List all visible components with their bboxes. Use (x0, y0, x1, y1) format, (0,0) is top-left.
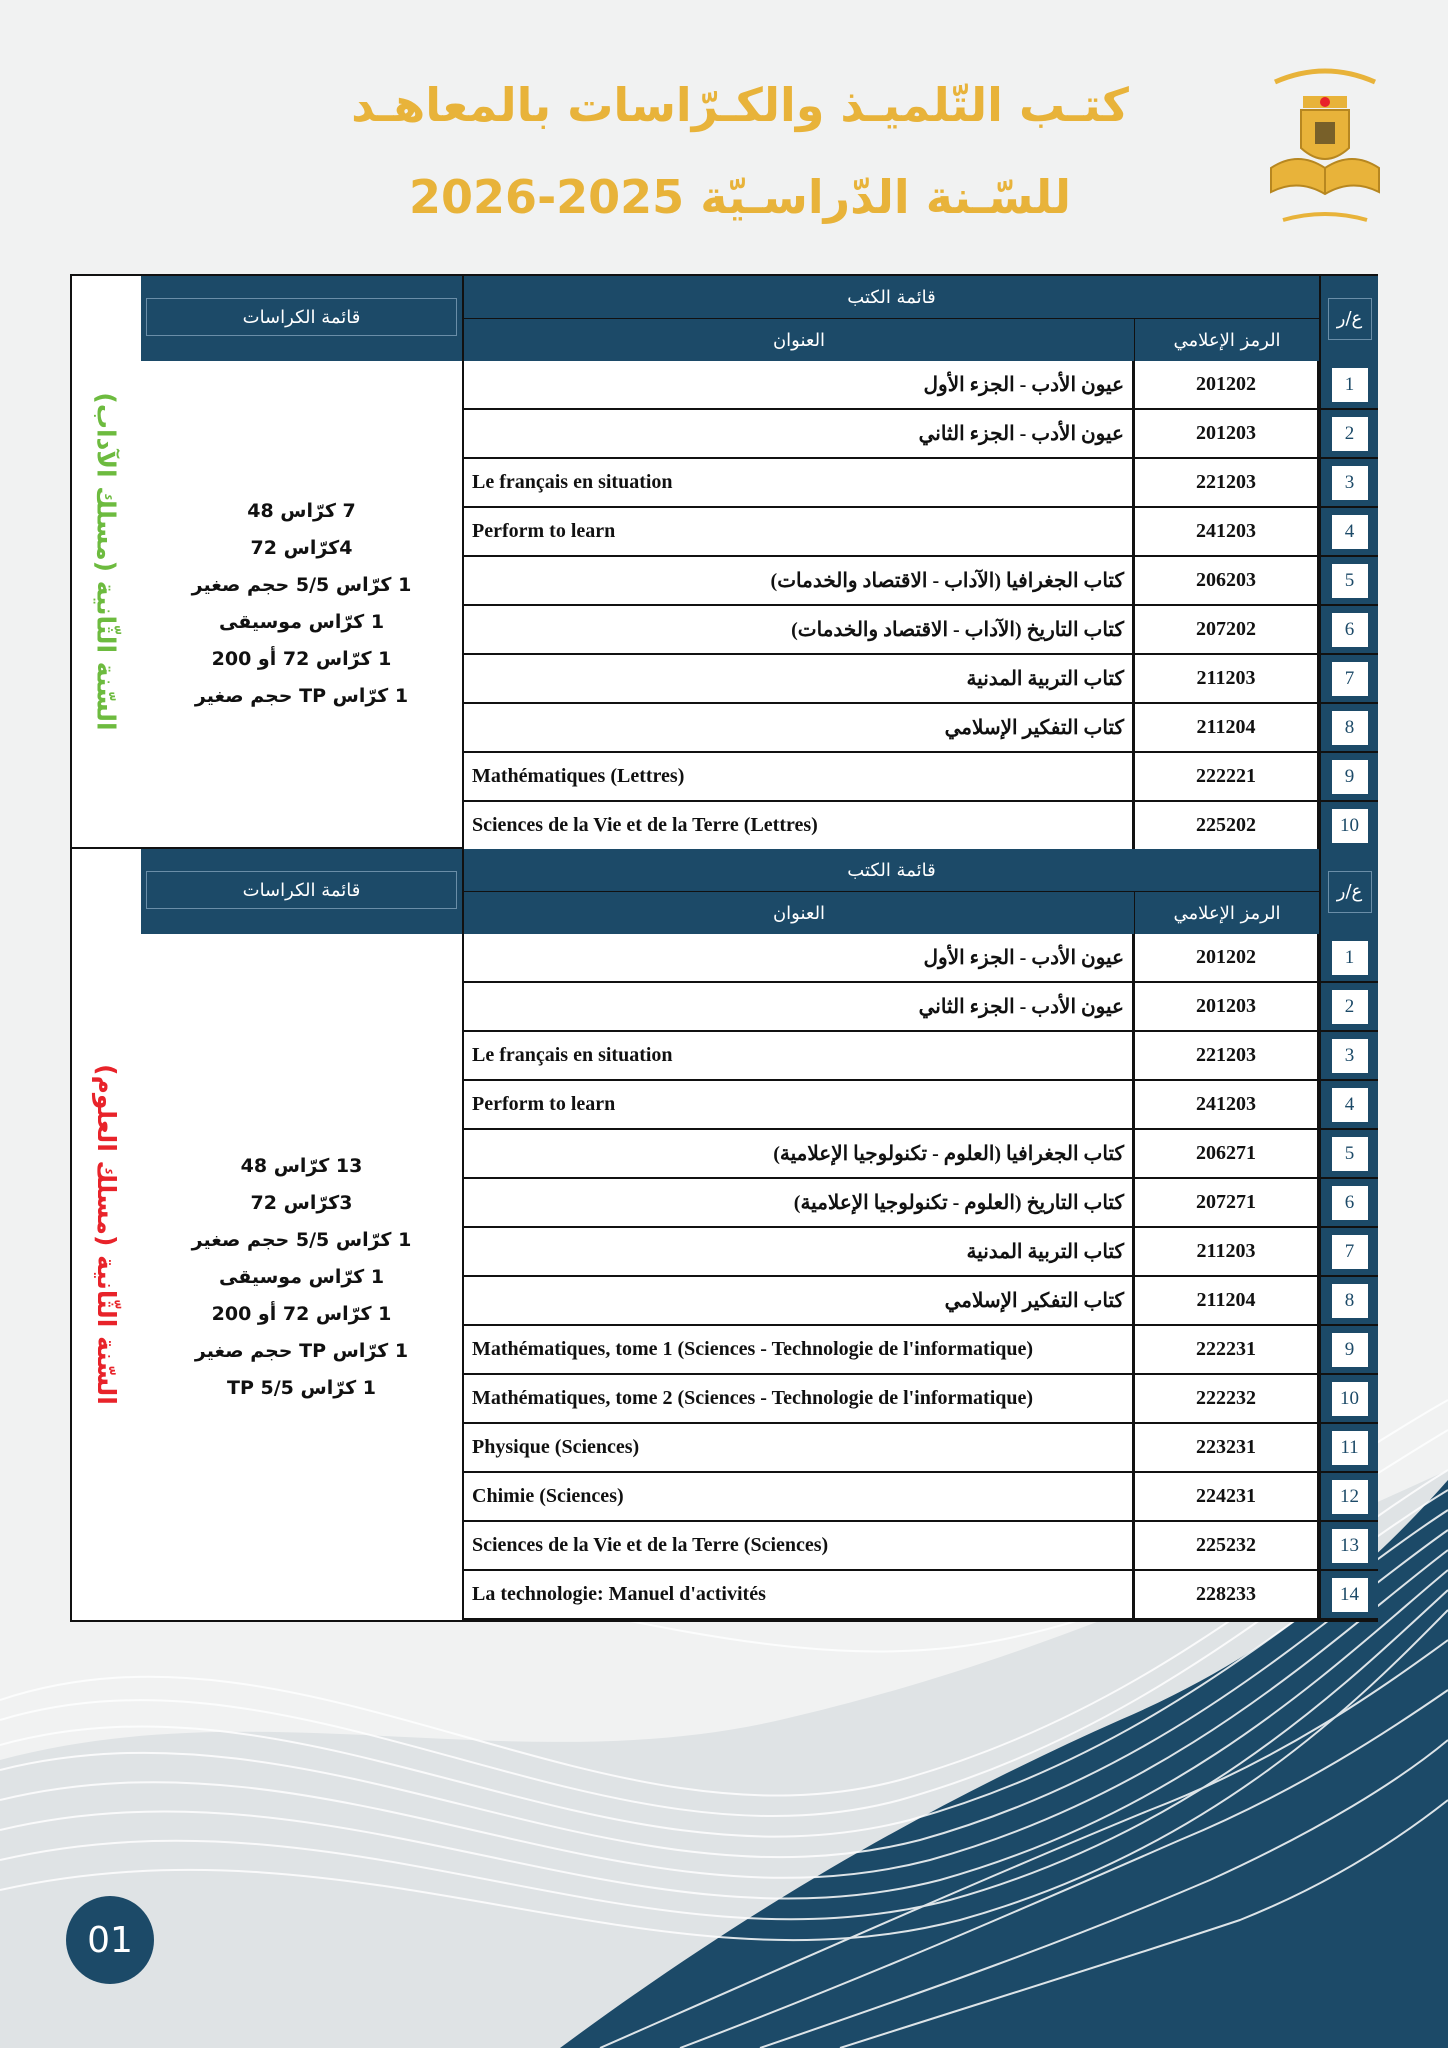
books-table-arts (141, 276, 1376, 847)
row-number: 9 (1332, 1333, 1368, 1367)
row-number: 11 (1332, 1431, 1368, 1465)
book-title-cell: عيون الأدب - الجزء الثاني (462, 983, 1134, 1032)
row-number: 3 (1332, 1039, 1368, 1073)
index-column-header: ع/ر (1319, 276, 1378, 361)
book-code-cell: 206271 (1134, 1130, 1319, 1179)
book-title-cell: Chimie (Sciences) (462, 1473, 1134, 1522)
row-number: 4 (1332, 515, 1368, 549)
row-number: 13 (1332, 1529, 1368, 1563)
book-title-cell: كتاب التربية المدنية (462, 1228, 1134, 1277)
book-code-cell: 201202 (1134, 934, 1319, 983)
book-title-cell: كتاب الجغرافيا (العلوم - تكنولوجيا الإعلامية) (462, 1130, 1134, 1179)
section-arts (70, 274, 1378, 849)
book-code-cell: 225232 (1134, 1522, 1319, 1571)
books-list-header: قائمة الكتب (462, 849, 1319, 891)
row-number: 14 (1332, 1578, 1368, 1612)
notebook-item: 1 كرّاس 5/5 حجم صغير (191, 1228, 412, 1251)
row-number: 6 (1332, 1186, 1368, 1220)
row-number: 8 (1332, 1284, 1368, 1318)
row-number-cell (1319, 1032, 1378, 1081)
code-column-header: الرمز الإعلامي (1134, 891, 1319, 934)
notebook-item: 1 كرّاس 72 أو 200 (211, 648, 392, 670)
book-code-cell: 201202 (1134, 361, 1319, 410)
book-title-cell: كتاب التربية المدنية (462, 655, 1134, 704)
book-code-cell: 241203 (1134, 508, 1319, 557)
notebook-item: 1 كرّاس 72 أو 200 (211, 1302, 392, 1325)
row-number: 3 (1332, 466, 1368, 500)
book-code-cell: 211203 (1134, 655, 1319, 704)
notebook-item: 1 كرّاس 5/5 حجم صغير (191, 574, 412, 596)
row-number-cell (1319, 1424, 1378, 1473)
page-number-badge: 01 (66, 1896, 154, 1984)
book-code-cell: 222232 (1134, 1375, 1319, 1424)
book-title-cell: Mathématiques, tome 1 (Sciences - Technologie de l'informatique) (462, 1326, 1134, 1375)
book-code-cell: 222221 (1134, 753, 1319, 802)
index-column-header: ع/ر (1319, 849, 1378, 934)
row-number-cell (1319, 1473, 1378, 1522)
notebooks-header-bg (141, 849, 462, 934)
title-column-header: العنوان (462, 318, 1134, 361)
section-label-arts: السّنة الثّانية (مسلك الآداب) (72, 276, 143, 847)
book-title-cell: Sciences de la Vie et de la Terre (Sciences) (462, 1522, 1134, 1571)
book-title-cell: Le français en situation (462, 459, 1134, 508)
notebooks-header: قائمة الكراسات (146, 298, 457, 336)
code-column-header: الرمز الإعلامي (1134, 318, 1319, 361)
ministry-emblem-icon (1265, 60, 1385, 240)
row-number-cell (1319, 704, 1378, 753)
row-number-cell (1319, 1277, 1378, 1326)
title-column-header: العنوان (462, 891, 1134, 934)
row-number-cell (1319, 606, 1378, 655)
row-number-cell (1319, 1326, 1378, 1375)
row-number-cell (1319, 410, 1378, 459)
notebook-item: 1 كرّاس موسيقى (218, 611, 385, 633)
book-code-cell: 211204 (1134, 1277, 1319, 1326)
row-number: 10 (1332, 809, 1368, 843)
books-list-header: قائمة الكتب (462, 276, 1319, 318)
book-code-cell: 211203 (1134, 1228, 1319, 1277)
book-code-cell: 221203 (1134, 1032, 1319, 1081)
row-number: 10 (1332, 1382, 1368, 1416)
row-number-cell (1319, 934, 1378, 983)
row-number-cell (1319, 1375, 1378, 1424)
notebook-item: 1 كرّاس TP 5/5 (227, 1376, 376, 1399)
row-number: 1 (1332, 941, 1368, 975)
row-number: 7 (1332, 662, 1368, 696)
book-title-cell: كتاب الجغرافيا (الآداب - الاقتصاد والخدمات) (462, 557, 1134, 606)
book-title-cell: Mathématiques, tome 2 (Sciences - Technologie de l'informatique) (462, 1375, 1134, 1424)
notebook-item: 7 كرّاس 48 (247, 500, 356, 522)
notebook-item: 1 كرّاس TP حجم صغير (194, 1339, 409, 1362)
row-number-cell (1319, 1228, 1378, 1277)
row-number: 9 (1332, 760, 1368, 794)
row-number-cell (1319, 1522, 1378, 1571)
book-title-cell: عيون الأدب - الجزء الثاني (462, 410, 1134, 459)
row-number-cell (1319, 983, 1378, 1032)
row-number: 5 (1332, 1137, 1368, 1171)
book-title-cell: كتاب التفكير الإسلامي (462, 704, 1134, 753)
book-title-cell: Mathématiques (Lettres) (462, 753, 1134, 802)
row-number: 1 (1332, 368, 1368, 402)
notebooks-header-bg (141, 276, 462, 361)
book-code-cell: 228233 (1134, 1571, 1319, 1620)
page-title-line1: كتـب التّلميـذ والكـرّاسات بالمعاهـد (351, 78, 1129, 132)
row-number: 12 (1332, 1480, 1368, 1514)
book-title-cell: عيون الأدب - الجزء الأول (462, 361, 1134, 410)
book-code-cell: 224231 (1134, 1473, 1319, 1522)
notebook-item: 4كرّاس 72 (250, 537, 353, 559)
page-title-line2: للسّـنة الدّراسـيّة 2025-2026 (409, 170, 1071, 224)
row-number: 8 (1332, 711, 1368, 745)
row-number: 4 (1332, 1088, 1368, 1122)
row-number-cell (1319, 802, 1378, 851)
row-number-cell (1319, 655, 1378, 704)
row-number-cell (1319, 1571, 1378, 1620)
row-number: 6 (1332, 613, 1368, 647)
book-code-cell: 207202 (1134, 606, 1319, 655)
row-number-cell (1319, 1081, 1378, 1130)
row-number: 5 (1332, 564, 1368, 598)
notebook-item: 1 كرّاس TP حجم صغير (194, 685, 409, 707)
book-code-cell: 201203 (1134, 410, 1319, 459)
book-code-cell: 211204 (1134, 704, 1319, 753)
row-number-cell (1319, 361, 1378, 410)
book-title-cell: عيون الأدب - الجزء الأول (462, 934, 1134, 983)
book-code-cell: 207271 (1134, 1179, 1319, 1228)
section-sciences (70, 849, 1378, 1622)
book-code-cell: 241203 (1134, 1081, 1319, 1130)
book-title-cell: Le français en situation (462, 1032, 1134, 1081)
book-title-cell: كتاب التاريخ (الآداب - الاقتصاد والخدمات) (462, 606, 1134, 655)
book-code-cell: 225202 (1134, 802, 1319, 851)
notebooks-list-arts (141, 361, 464, 847)
row-number-cell (1319, 508, 1378, 557)
book-code-cell: 222231 (1134, 1326, 1319, 1375)
row-number: 2 (1332, 990, 1368, 1024)
book-code-cell: 223231 (1134, 1424, 1319, 1473)
book-title-cell: كتاب التاريخ (العلوم - تكنولوجيا الإعلامية) (462, 1179, 1134, 1228)
row-number: 2 (1332, 417, 1368, 451)
row-number-cell (1319, 557, 1378, 606)
book-title-cell: Sciences de la Vie et de la Terre (Lettres) (462, 802, 1134, 851)
notebooks-list-sciences (141, 934, 464, 1620)
notebook-item: 13 كرّاس 48 (240, 1154, 363, 1177)
row-number-cell (1319, 1179, 1378, 1228)
book-title-cell: Physique (Sciences) (462, 1424, 1134, 1473)
section-label-sciences: السّنة الثّانية (مسلك العلوم) (72, 849, 143, 1620)
book-title-cell: كتاب التفكير الإسلامي (462, 1277, 1134, 1326)
book-title-cell: Perform to learn (462, 508, 1134, 557)
row-number-cell (1319, 459, 1378, 508)
notebooks-header: قائمة الكراسات (146, 871, 457, 909)
book-code-cell: 206203 (1134, 557, 1319, 606)
notebook-item: 3كرّاس 72 (250, 1191, 353, 1214)
books-table-sciences (141, 849, 1376, 1620)
row-number-cell (1319, 1130, 1378, 1179)
book-code-cell: 221203 (1134, 459, 1319, 508)
book-title-cell: Perform to learn (462, 1081, 1134, 1130)
row-number-cell (1319, 753, 1378, 802)
notebook-item: 1 كرّاس موسيقى (218, 1265, 385, 1288)
row-number: 7 (1332, 1235, 1368, 1269)
book-code-cell: 201203 (1134, 983, 1319, 1032)
book-title-cell: La technologie: Manuel d'activités (462, 1571, 1134, 1620)
